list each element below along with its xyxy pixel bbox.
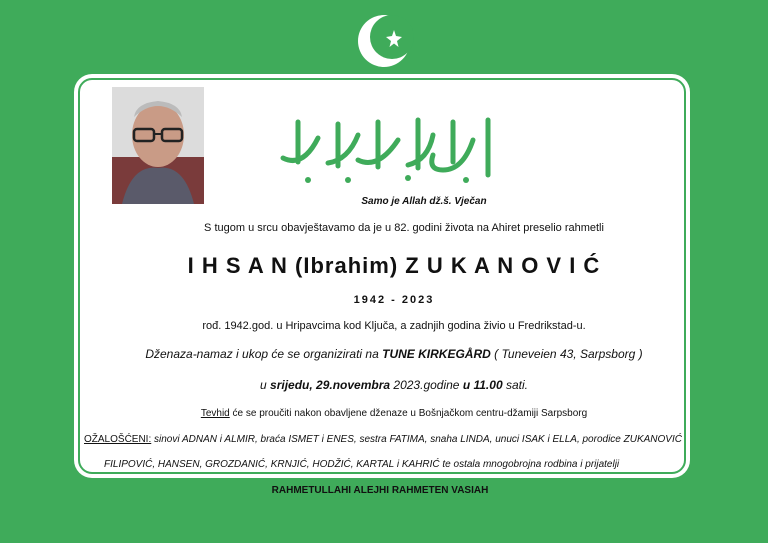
dzenaza-address: ( Tuneveien 43, Sarpsborg ) bbox=[490, 347, 643, 361]
intro-text: S tugom u srcu obavještavamo da je u 82. godini života na Ahiret preselio rahmetli bbox=[204, 222, 604, 234]
dzenaza-place: TUNE KIRKEGÅRD bbox=[382, 347, 491, 361]
crescent-star-icon bbox=[354, 10, 416, 72]
dzenaza-line bbox=[90, 347, 698, 361]
deceased-name: I H S A N (Ibrahim) Z U K A N O V I Ć bbox=[187, 253, 601, 278]
date-prefix: u bbox=[260, 378, 271, 392]
mourners-label: OŽALOŠĆENI: bbox=[84, 434, 152, 445]
birth-info: rođ. 1942.god. u Hripavcima kod Ključa, a zadnjih godina živio u Fredrikstad-u. bbox=[202, 320, 586, 332]
footer-prayer: RAHMETULLAHI ALEJHI RAHMETEN VASIAH bbox=[271, 485, 489, 496]
date-suffix: sati. bbox=[502, 378, 528, 392]
life-years: 1942 - 2023 bbox=[353, 294, 435, 306]
mourners-line-2 bbox=[104, 459, 619, 470]
mourners-text-2: FILIPOVIĆ, HANSEN, GROZDANIĆ, KRNJIĆ, HODŽIĆ, KARTAL i KAHRIĆ te ostala mnogobrojna rodbina i prijatelji bbox=[104, 459, 620, 470]
tevhid-label: Tevhid bbox=[200, 408, 230, 419]
mourners-text-1: sinovi ADNAN i ALMIR, braća ISMET i ENES, sestra FATIMA, snaha LINDA, unuci ISAK i ELLA, porodice ZUKANOVIĆ bbox=[151, 434, 682, 445]
date-time: u 11.00 bbox=[462, 378, 503, 392]
dzenaza-prefix: Dženaza-namaz i ukop će se organizirati na bbox=[145, 347, 383, 361]
tevhid-line bbox=[90, 408, 698, 419]
date-day: srijedu, 29.novembra bbox=[270, 378, 391, 392]
date-year: 2023.godine bbox=[390, 378, 463, 392]
arabic-calligraphy bbox=[268, 110, 508, 190]
date-line bbox=[90, 378, 698, 392]
allah-line: Samo je Allah dž.š. Vječan bbox=[361, 196, 487, 207]
tevhid-text: će se proučiti nakon obavljene dženaze u Bošnjačkom centru-džamiji Sarpsborg bbox=[229, 408, 588, 419]
mourners-line-1 bbox=[84, 434, 682, 445]
portrait-photo bbox=[112, 87, 204, 204]
